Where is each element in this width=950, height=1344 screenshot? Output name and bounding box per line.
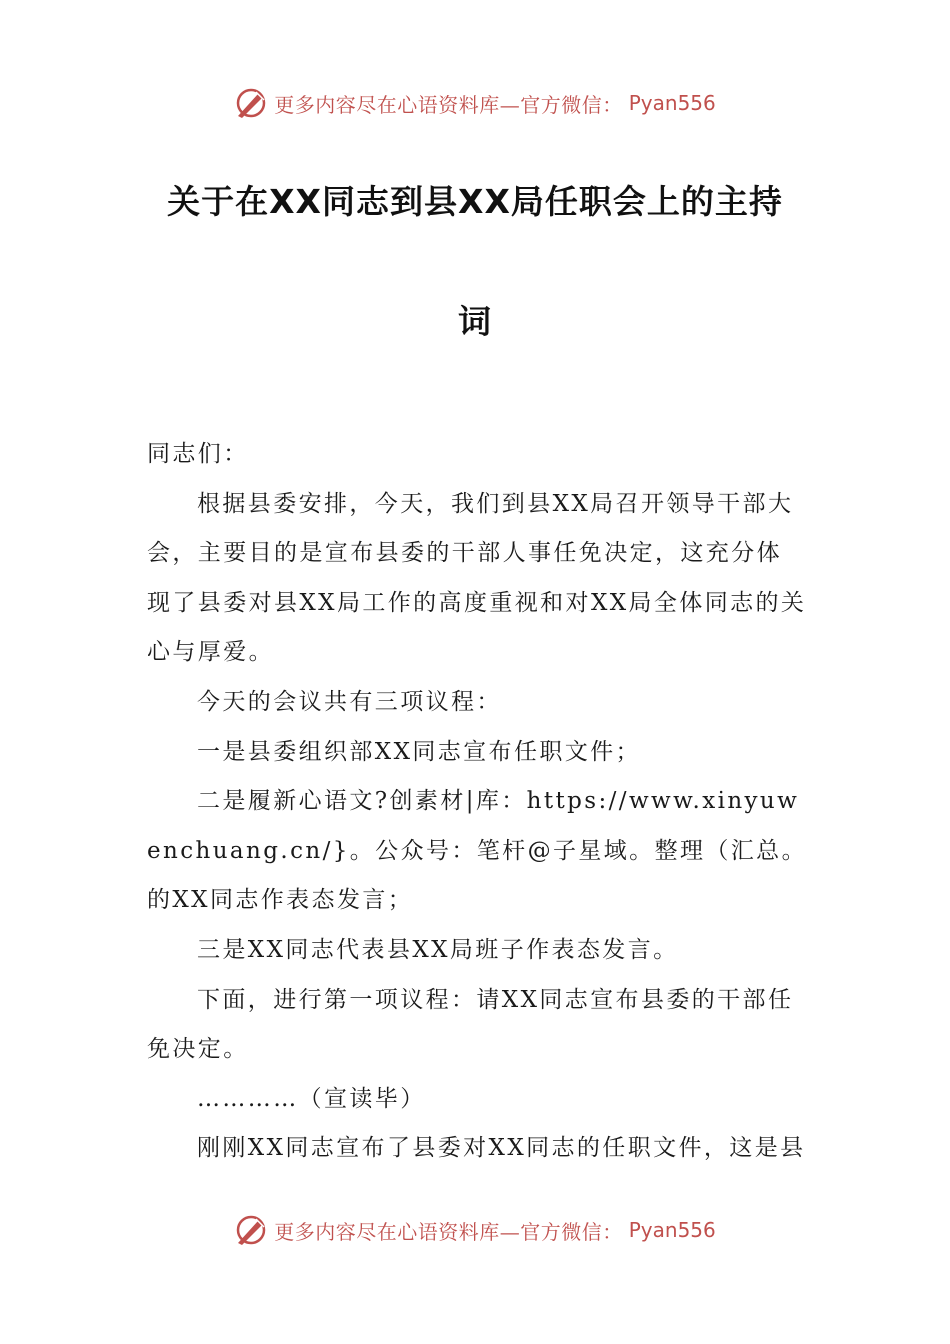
banner-wechat-id: Pyan556: [628, 1218, 716, 1242]
paragraph-intro: 根据县委安排，今天，我们到县XX局召开领导干部大会，主要目的是宣布县委的干部人事任免决定，这充分体现了县委对县XX局工作的高度重视和对XX局全体同志的关心与厚爱。: [147, 490, 807, 666]
pen-logo-icon: [234, 86, 268, 120]
document-title-line-1: 关于在XX同志到县XX局任职会上的主持: [167, 182, 783, 221]
paragraph-reading-done: …………（宣读毕）: [197, 1085, 426, 1112]
pen-logo-icon: [234, 1213, 268, 1247]
paragraph-continued: 刚刚XX同志宣布了县委对XX同志的任职文件，这是县: [197, 1135, 806, 1162]
document-title-line-2: 词: [458, 302, 492, 341]
document-body: [147, 430, 807, 1174]
agenda-item-1: 一是县委组织部XX同志宣布任职文件；: [197, 738, 641, 765]
agenda-item-2: 二是履新心语文?创素材|库：https://www.xinyuwenchuang.cn/}。公众号：笔杆@子星域。整理（汇总。的XX同志作表态发言；: [147, 788, 807, 914]
paragraph-first-agenda: 下面，进行第一项议程：请XX同志宣布县委的干部任免决定。: [147, 986, 794, 1063]
footer-banner: [0, 1210, 950, 1250]
salutation: 同志们：: [147, 441, 249, 467]
banner-wechat-id: Pyan556: [628, 91, 716, 115]
banner-text: 更多内容尽在心语资料库—官方微信：: [274, 1219, 623, 1244]
agenda-item-3: 三是XX同志代表县XX局班子作表态发言。: [197, 936, 679, 963]
banner-text: 更多内容尽在心语资料库—官方微信：: [274, 92, 623, 117]
paragraph-agenda-heading: 今天的会议共有三项议程：: [197, 688, 502, 715]
header-banner: [0, 83, 950, 123]
